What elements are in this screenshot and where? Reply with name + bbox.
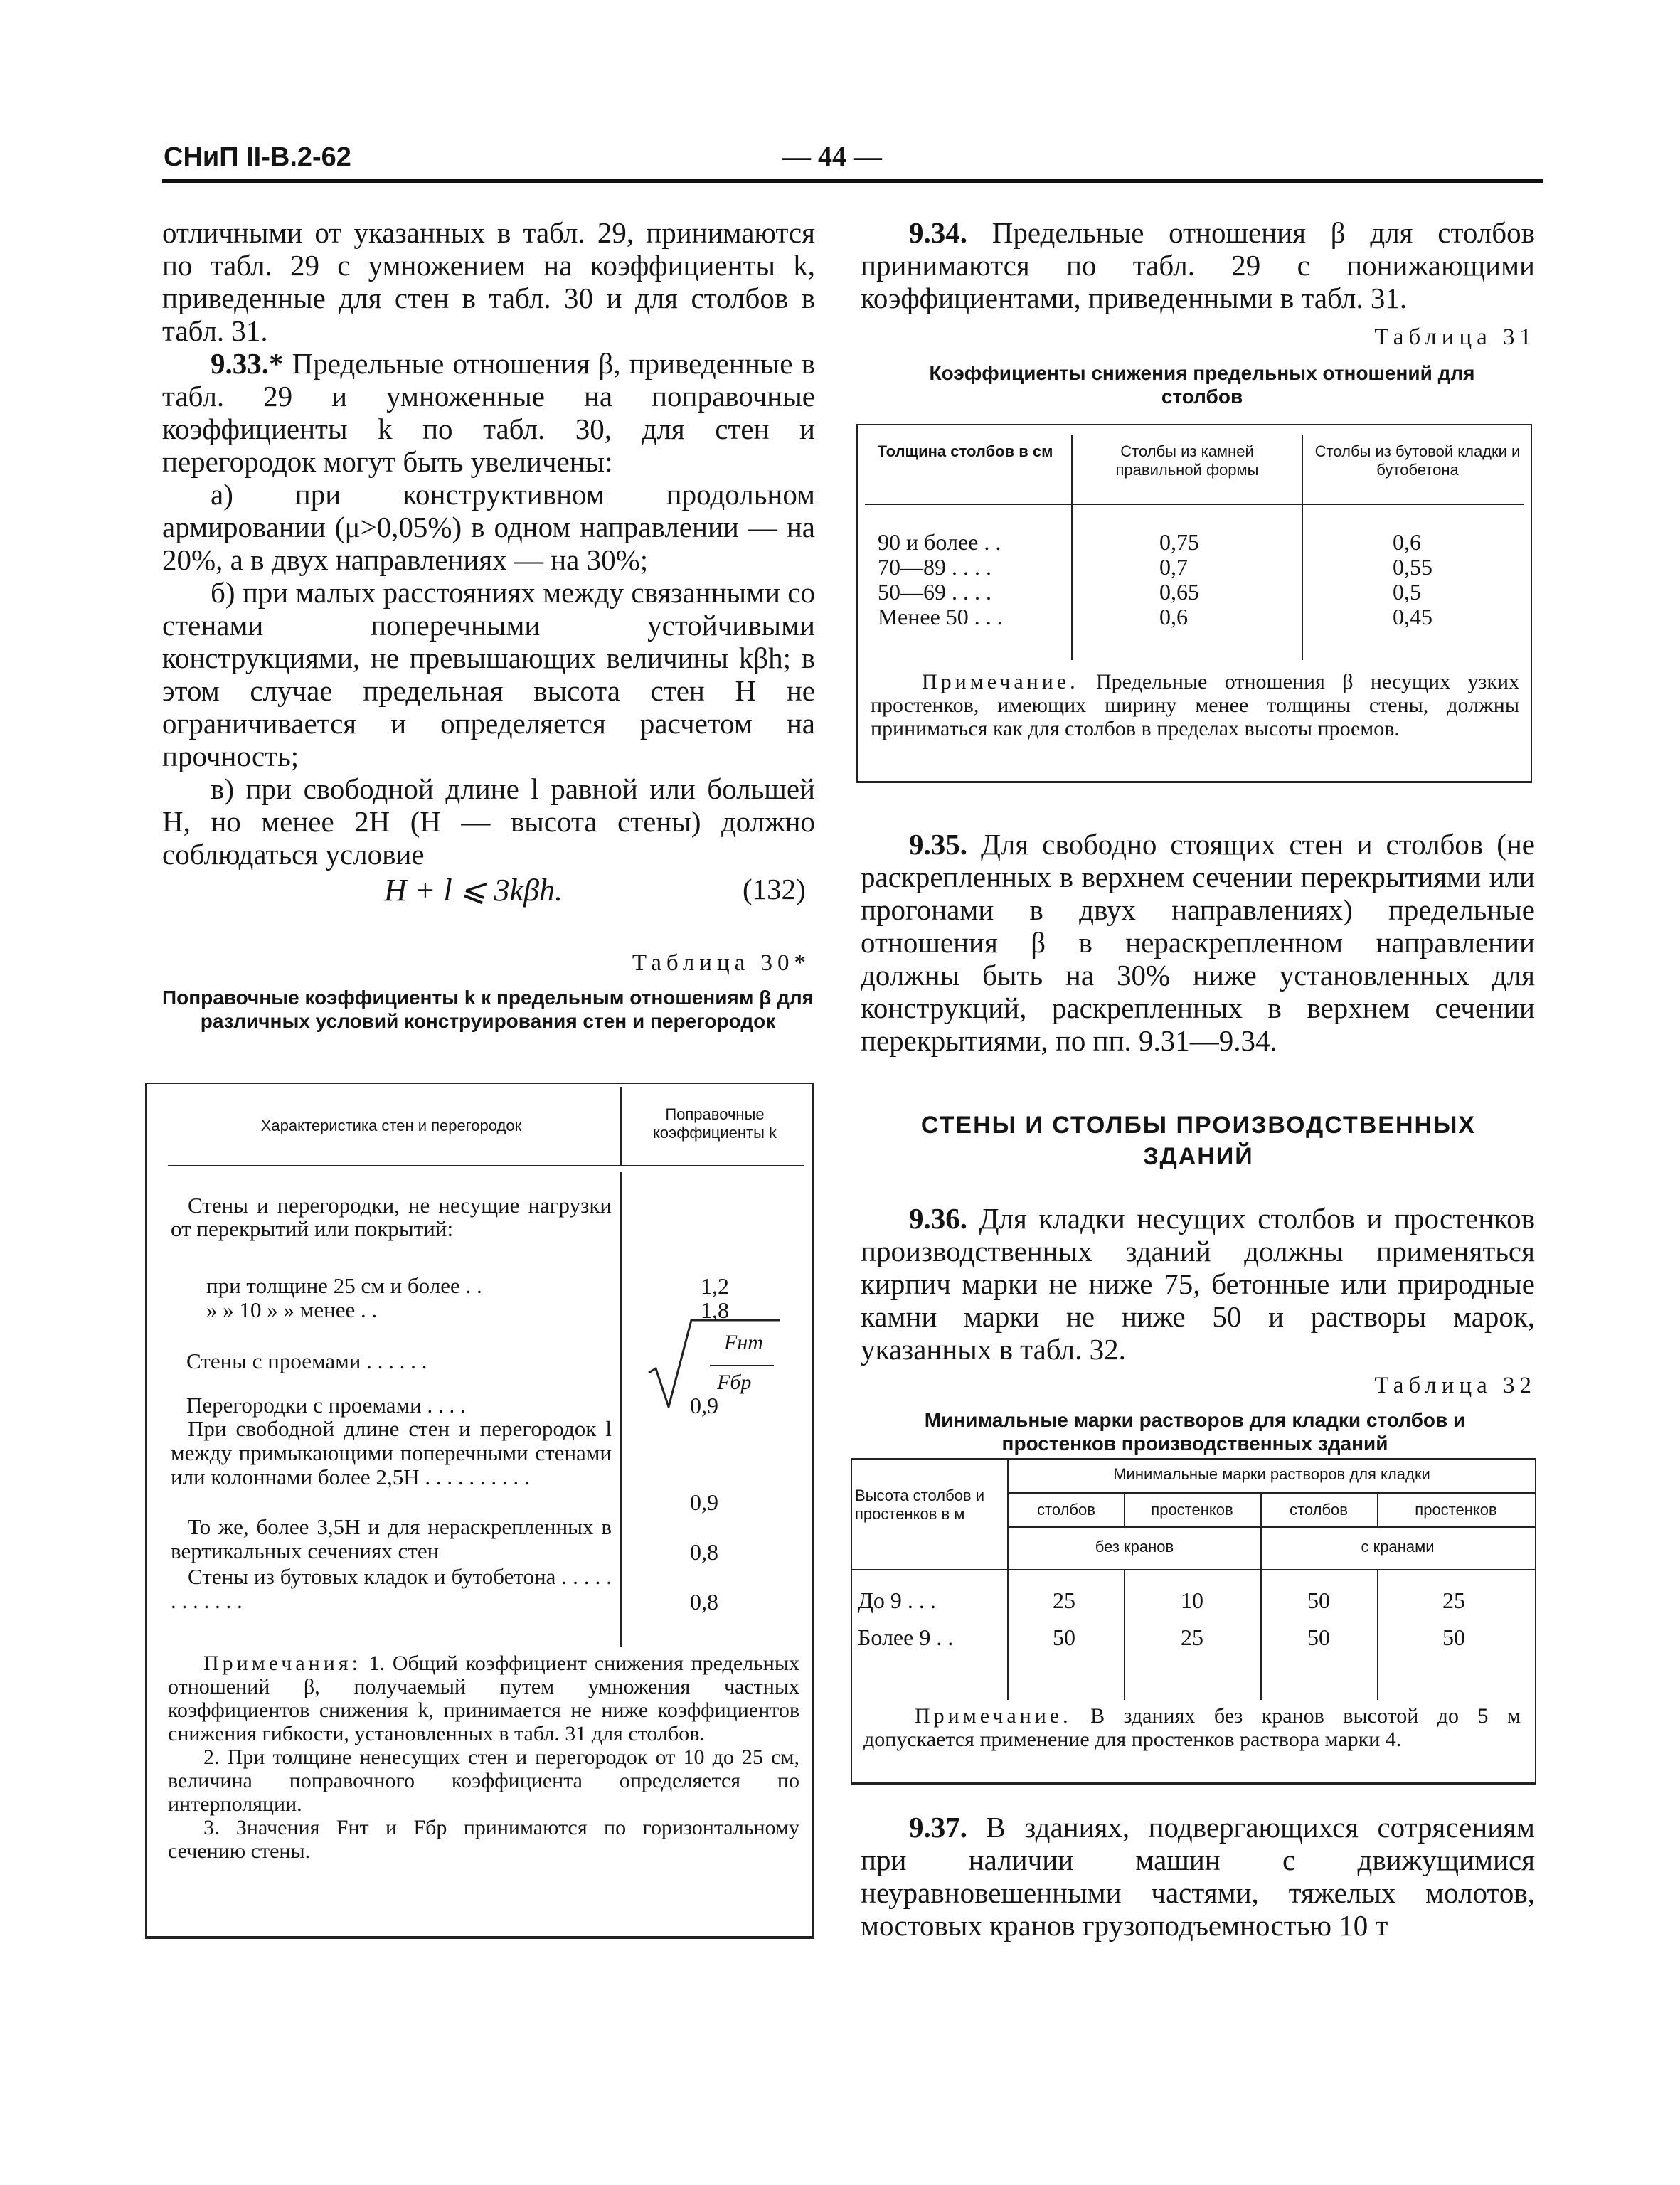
t30-notes-title: Примечания: (203, 1652, 361, 1675)
clause-number: 9.37. (909, 1811, 967, 1844)
paragraph-9-35 (861, 828, 1535, 1057)
t31-row-3-rubble: 0,5 (1393, 579, 1421, 605)
t31-row-1-rubble: 0,6 (1393, 529, 1421, 555)
t30-row-thin: » » 10 » » менее . . (206, 1297, 378, 1322)
t32-group-rule (1009, 1492, 1535, 1494)
formula: H + l ⩽ 3kβh. (384, 873, 563, 908)
t30-val-thin: 1,8 (701, 1297, 729, 1323)
t31-row-1-regular: 0,75 (1159, 529, 1199, 555)
t31-border-top (856, 424, 1532, 425)
t31-divider-2 (1302, 435, 1303, 660)
t32-divider-a2 (1124, 1569, 1125, 1700)
table-30-caption: Поправочные коэффициенты k к предельным отношениям β для различных условий конструирования стен и перегородок (161, 987, 814, 1032)
t32-row-2-c2: 25 (1181, 1625, 1203, 1650)
formula-number: (132) (743, 873, 806, 905)
item-b: б) при малых расстояниях между связанными со стенами поперечными устойчивыми конструкциями, не превышающих величины kβh; в этом случае предельная высота стен H не ограничивается и определяется расчетом на прочность; (162, 576, 815, 772)
t31-row-4-rubble: 0,45 (1393, 604, 1432, 629)
t31-divider-1 (1071, 435, 1073, 660)
t30-border-left (145, 1083, 147, 1937)
page-number: — 44 — (782, 140, 882, 172)
section-title: СТЕНЫ И СТОЛБЫ ПРОИЗВОДСТВЕННЫХ ЗДАНИЙ (920, 1112, 1477, 1170)
paragraph-9-37 (861, 1811, 1535, 1942)
t32-row-2-c3: 50 (1307, 1625, 1330, 1650)
t31-row-1-label: 90 и более . . (878, 529, 1001, 555)
clause-number: 9.34. (909, 216, 967, 249)
t32-head-col-4: простенков (1415, 1501, 1497, 1519)
t32-border-left (851, 1458, 852, 1784)
t31-row-3-label: 50—69 . . . . (878, 579, 991, 605)
t31-note (871, 670, 1519, 740)
t30-note-2: 2. При толщине ненесущих стен и перегородок от 10 до 25 см, величина поправочного коэффициента определяется по интерполяции. (168, 1745, 799, 1816)
t32-row-2-label: Более 9 . . (858, 1625, 954, 1650)
left-column-text (162, 216, 815, 871)
t32-header-rule (851, 1569, 1535, 1570)
clause-text: Для свободно стоящих стен и столбов (не раскрепленных в верхнем сечении перекрытиями или прогонами в двух направлениях) предельные отношения β в нераскрепленном направлении должны быть на 30% ниже установленных для конструкций, раскрепленных в верхнем сечении перекрытиями, по пп. 9.31—9.34. (861, 828, 1535, 1057)
t30-note-3: 3. Значения Fнт и Fбр принимаются по горизонтальному сечению стены. (168, 1816, 799, 1863)
t32-row-2-c1: 50 (1053, 1625, 1075, 1650)
t30-border-right (812, 1083, 814, 1937)
t32-head-height: Высота столбов и простенков в м (855, 1487, 985, 1523)
paragraph-9-33 (162, 347, 815, 478)
clause-number: 9.35. (909, 828, 967, 861)
table-32-caption: Минимальные марки растворов для кладки столбов и простенков производственных зданий (924, 1409, 1466, 1455)
clause-text: Предельные отношения β, приведенные в табл. 29 и умноженные на поправочные коэффициенты k по табл. 30, для стен и перегородок могут быть увеличены: (162, 347, 815, 478)
t32-note (863, 1704, 1521, 1751)
item-a: а) при конструктивном продольном армировании (μ>0,05%) в одном направлении — на 20%, а в двух направлениях — на 30%; (162, 478, 815, 576)
clause-number: 9.36. (909, 1202, 967, 1235)
t31-head-thickness: Толщина столбов в см (877, 442, 1053, 460)
table-30-label: Таблица 30* (632, 950, 811, 976)
t30-row-unbraced: То же, более 3,5H и для нераскрепленных в вертикальных сечениях стен (171, 1514, 612, 1563)
t30-val-rubble: 0,8 (690, 1589, 718, 1615)
paragraph-9-36 (861, 1202, 1535, 1366)
t31-head-regular-stone: Столбы из камней правильной формы (1115, 442, 1259, 479)
t31-header-rule (865, 504, 1524, 505)
paragraph-9-34 (861, 216, 1535, 314)
table-32-label: Таблица 32 (1374, 1373, 1536, 1398)
t30-note-1: 1. Общий коэффициент снижения предельных отношений β, получаемый путем умножения частных коэффициентов снижения k, принимается не ниже коэффициентов снижения гибкости, установленных в табл. 31 для столбов. (168, 1652, 799, 1745)
t32-note-text: В зданиях без кранов высотой до 5 м допускается применение для простенков раствора марки 4. (863, 1704, 1521, 1751)
t32-border-right (1535, 1458, 1536, 1784)
clause-text: В зданиях, подвергающихся сотрясениям при наличии машин с движущимися неуравновешенными частями, тяжелых молотов, мостовых кранов грузоподъемностью 10 т (861, 1811, 1535, 1942)
t31-row-2-rubble: 0,55 (1393, 554, 1432, 580)
t32-divider-rowhead (1007, 1458, 1009, 1700)
t32-head-with-cranes: с кранами (1361, 1538, 1435, 1556)
t30-row-thick: при толщине 25 см и более . . (206, 1273, 482, 1298)
t32-head-group: Минимальные марки растворов для кладки (1113, 1465, 1430, 1483)
t30-val-unbraced: 0,8 (690, 1539, 718, 1565)
t31-row-3-regular: 0,65 (1159, 579, 1199, 605)
t30-row-free-length: При свободной длине стен и перегородок l между примыкающими поперечными стенами или колоннами более 2,5H . . . . . . . . . . (171, 1416, 612, 1489)
t32-border-bottom (851, 1782, 1536, 1785)
t32-row-1-c1: 25 (1053, 1588, 1075, 1613)
t32-note-title: Примечание. (915, 1704, 1072, 1728)
t30-val-thick: 1,2 (701, 1273, 729, 1299)
document-code: СНиП II-B.2-62 (164, 142, 351, 172)
paragraph-continuation: отличными от указанных в табл. 29, принимаются по табл. 29 с умножением на коэффициенты k, приведенные для стен в табл. 30 и для столбов в табл. 31. (162, 216, 815, 347)
t31-head-rubble: Столбы из бутовой кладки и бутобетона (1314, 442, 1521, 479)
t32-row-1-c4: 25 (1442, 1588, 1465, 1613)
t32-row-1-c2: 10 (1181, 1588, 1203, 1613)
clause-text: Предельные отношения β для столбов принимаются по табл. 29 с понижающими коэффициентами, приведенными в табл. 31. (861, 216, 1535, 314)
t30-row-rubble: Стены из бутовых кладок и бутобетона . . . . . . . . . . . . (171, 1564, 612, 1613)
t30-head-characteristic: Характеристика стен и перегородок (260, 1117, 522, 1134)
t31-row-4-regular: 0,6 (1159, 604, 1188, 629)
t32-head-col-1: столбов (1037, 1501, 1095, 1519)
t32-head-no-cranes: без кранов (1095, 1538, 1174, 1556)
t32-row-2-c4: 50 (1442, 1625, 1465, 1650)
clause-number: 9.33.* (211, 347, 284, 380)
t30-val-free-length: 0,9 (690, 1489, 718, 1515)
t31-row-4-label: Менее 50 . . . (878, 604, 1003, 629)
t32-row-1-c3: 50 (1307, 1588, 1330, 1613)
table-31-caption: Коэффициенты снижения предельных отношений для столбов (929, 362, 1475, 408)
t30-notes (168, 1652, 799, 1863)
table-31-label: Таблица 31 (1374, 324, 1536, 350)
header-rule (162, 179, 1543, 183)
t31-border-right (1531, 424, 1532, 782)
t31-border-left (856, 424, 858, 782)
t30-val-partitions: 0,9 (690, 1393, 718, 1418)
t30-fraction-numerator: Fнт (724, 1331, 763, 1354)
clause-text: Для кладки несущих столбов и простенков производственных зданий должны применяться кирпич марки не ниже 75, бетонные или природные камни марки не ниже 50 и растворы марок, указанных в табл. 32. (861, 1202, 1535, 1366)
t31-border-bottom (856, 781, 1532, 783)
item-c: в) при свободной длине l равной или большей H, но менее 2H (H — высота стены) должно соблюдаться условие (162, 772, 815, 871)
t32-divider-b (1260, 1494, 1262, 1700)
t30-row-nonbearing: Стены и перегородки, не несущие нагрузки от перекрытий или покрытий: (171, 1193, 612, 1241)
t30-head-coefficients: Поправочные коэффициенты k (652, 1105, 777, 1142)
t31-row-2-regular: 0,7 (1159, 554, 1188, 580)
t31-row-2-label: 70—89 . . . . (878, 554, 991, 580)
t30-row-partitions: Перегородки с проемами . . . . (186, 1393, 466, 1418)
t31-note-title: Примечание. (922, 670, 1079, 693)
t31-note-text: Предельные отношения β несущих узких простенков, имеющих ширину менее толщины стены, должны приниматься как для столбов в пределах высоты проемов. (871, 670, 1519, 740)
t32-row-1-label: До 9 . . . (858, 1588, 936, 1613)
t30-row-openings: Стены с проемами . . . . . . (186, 1349, 427, 1373)
t32-border-top (851, 1458, 1536, 1460)
t32-head-col-2: простенков (1151, 1501, 1233, 1519)
t32-head-col-3: столбов (1290, 1501, 1348, 1519)
t32-col-rule (1009, 1526, 1535, 1528)
t30-border-bottom (145, 1936, 814, 1939)
t30-body-divider (620, 1172, 622, 1647)
t32-divider-c2 (1377, 1569, 1378, 1700)
t30-border-top (145, 1083, 814, 1084)
t30-head-divider (620, 1087, 622, 1165)
t30-header-rule (168, 1165, 804, 1166)
t30-fraction-denominator: Fбр (717, 1371, 752, 1394)
